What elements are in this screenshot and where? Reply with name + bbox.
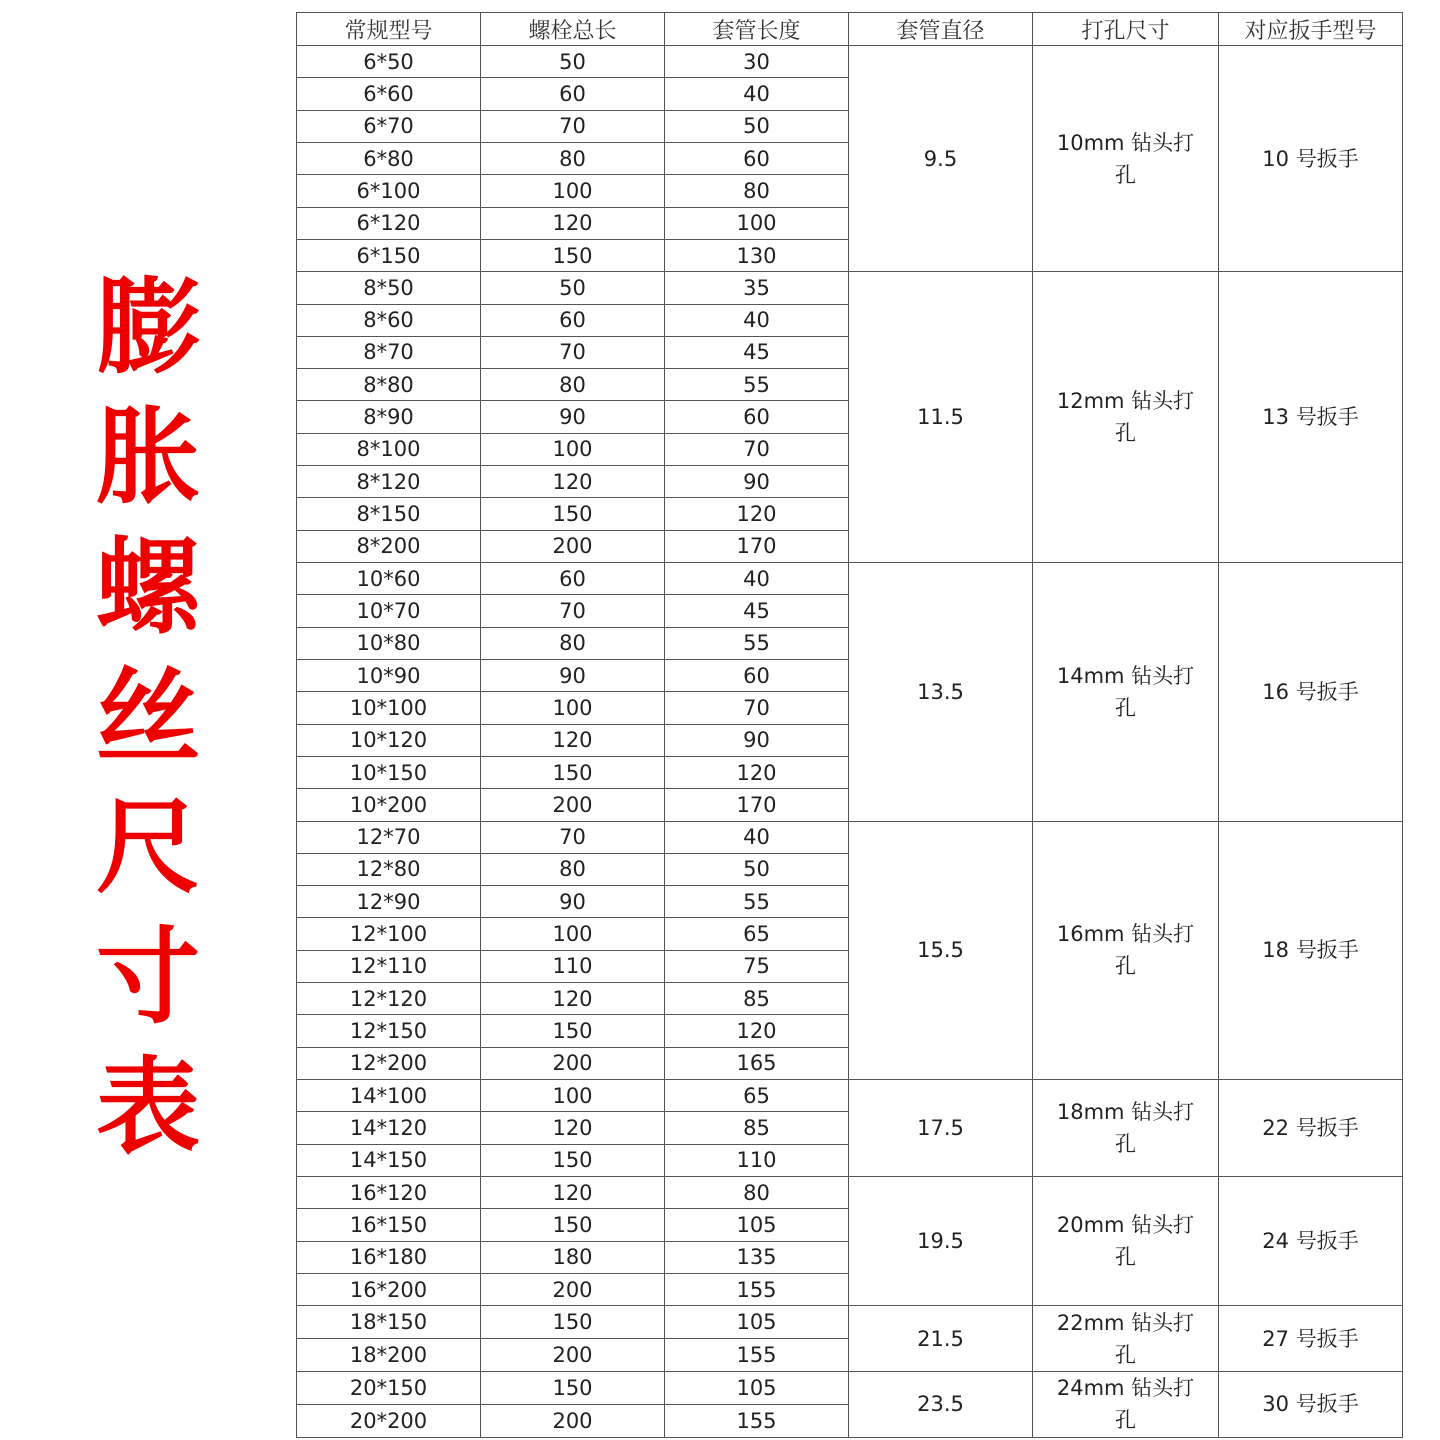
cell-sleeve-length: 40: [665, 563, 849, 595]
cell-sleeve-length: 120: [665, 498, 849, 530]
cell-model: 14*100: [297, 1080, 481, 1112]
cell-bolt-length: 120: [481, 983, 665, 1015]
cell-sleeve-length: 105: [665, 1209, 849, 1241]
cell-sleeve-diameter: 9.5: [849, 46, 1033, 272]
cell-sleeve-length: 60: [665, 659, 849, 691]
cell-bolt-length: 200: [481, 1404, 665, 1437]
cell-bolt-length: 100: [481, 1080, 665, 1112]
cell-model: 6*120: [297, 207, 481, 239]
cell-sleeve-length: 55: [665, 369, 849, 401]
cell-sleeve-length: 120: [665, 1015, 849, 1047]
cell-bolt-length: 80: [481, 369, 665, 401]
cell-wrench: 24 号扳手: [1219, 1176, 1403, 1305]
cell-sleeve-length: 85: [665, 983, 849, 1015]
title-char: 螺: [95, 526, 200, 648]
cell-model: 10*90: [297, 659, 481, 691]
cell-sleeve-length: 45: [665, 595, 849, 627]
table-row: [297, 1371, 1403, 1404]
cell-bolt-length: 150: [481, 1371, 665, 1404]
header-bolt-length: 螺栓总长: [481, 13, 665, 46]
cell-bolt-length: 80: [481, 627, 665, 659]
cell-model: 12*70: [297, 821, 481, 853]
title-char: 表: [95, 1046, 200, 1168]
cell-bolt-length: 90: [481, 401, 665, 433]
table-row: [297, 46, 1403, 78]
cell-sleeve-length: 155: [665, 1404, 849, 1437]
cell-sleeve-length: 120: [665, 756, 849, 788]
cell-model: 10*80: [297, 627, 481, 659]
cell-model: 20*150: [297, 1371, 481, 1404]
cell-model: 8*90: [297, 401, 481, 433]
header-sleeve-diameter: 套管直径: [849, 13, 1033, 46]
cell-bolt-length: 50: [481, 272, 665, 304]
cell-model: 14*150: [297, 1144, 481, 1176]
cell-bolt-length: 90: [481, 659, 665, 691]
cell-bolt-length: 150: [481, 1306, 665, 1339]
cell-sleeve-diameter: 19.5: [849, 1176, 1033, 1305]
cell-model: 8*50: [297, 272, 481, 304]
cell-sleeve-length: 80: [665, 175, 849, 207]
cell-model: 12*120: [297, 983, 481, 1015]
cell-bolt-length: 90: [481, 886, 665, 918]
cell-bolt-length: 70: [481, 336, 665, 368]
cell-model: 6*60: [297, 78, 481, 110]
cell-model: 10*200: [297, 789, 481, 821]
cell-sleeve-length: 55: [665, 627, 849, 659]
cell-sleeve-length: 50: [665, 110, 849, 142]
cell-bolt-length: 180: [481, 1241, 665, 1273]
cell-model: 10*60: [297, 563, 481, 595]
cell-bolt-length: 200: [481, 1339, 665, 1372]
cell-sleeve-length: 50: [665, 853, 849, 885]
cell-sleeve-length: 155: [665, 1273, 849, 1305]
cell-sleeve-length: 40: [665, 821, 849, 853]
cell-hole-size: 20mm 钻头打孔: [1033, 1176, 1219, 1305]
cell-model: 8*70: [297, 336, 481, 368]
cell-bolt-length: 120: [481, 724, 665, 756]
header-hole-size: 打孔尺寸: [1033, 13, 1219, 46]
cell-wrench: 18 号扳手: [1219, 821, 1403, 1080]
table-row: [297, 1080, 1403, 1112]
cell-model: 16*120: [297, 1176, 481, 1208]
cell-sleeve-diameter: 13.5: [849, 563, 1033, 822]
cell-bolt-length: 150: [481, 1144, 665, 1176]
cell-sleeve-length: 170: [665, 789, 849, 821]
cell-model: 6*70: [297, 110, 481, 142]
title-char: 尺: [95, 786, 200, 908]
cell-sleeve-length: 110: [665, 1144, 849, 1176]
page-title: [88, 262, 208, 1172]
cell-model: 14*120: [297, 1112, 481, 1144]
cell-bolt-length: 150: [481, 498, 665, 530]
cell-model: 12*90: [297, 886, 481, 918]
cell-model: 8*150: [297, 498, 481, 530]
cell-bolt-length: 200: [481, 530, 665, 562]
cell-sleeve-length: 165: [665, 1047, 849, 1079]
title-char: 胀: [95, 396, 200, 518]
cell-model: 12*100: [297, 918, 481, 950]
cell-bolt-length: 60: [481, 563, 665, 595]
cell-sleeve-length: 65: [665, 1080, 849, 1112]
header-row: [297, 13, 1403, 46]
cell-model: 18*200: [297, 1339, 481, 1372]
cell-bolt-length: 150: [481, 1015, 665, 1047]
cell-sleeve-length: 35: [665, 272, 849, 304]
cell-sleeve-length: 130: [665, 239, 849, 271]
cell-model: 12*200: [297, 1047, 481, 1079]
cell-sleeve-length: 60: [665, 401, 849, 433]
cell-wrench: 10 号扳手: [1219, 46, 1403, 272]
cell-model: 20*200: [297, 1404, 481, 1437]
cell-bolt-length: 120: [481, 1176, 665, 1208]
cell-sleeve-diameter: 11.5: [849, 272, 1033, 563]
cell-bolt-length: 150: [481, 756, 665, 788]
header-sleeve-length: 套管长度: [665, 13, 849, 46]
cell-sleeve-length: 155: [665, 1339, 849, 1372]
cell-sleeve-diameter: 23.5: [849, 1371, 1033, 1437]
cell-bolt-length: 70: [481, 821, 665, 853]
cell-bolt-length: 70: [481, 110, 665, 142]
title-char: 丝: [95, 656, 200, 778]
cell-sleeve-length: 100: [665, 207, 849, 239]
cell-sleeve-length: 85: [665, 1112, 849, 1144]
cell-bolt-length: 120: [481, 207, 665, 239]
cell-wrench: 16 号扳手: [1219, 563, 1403, 822]
cell-sleeve-length: 55: [665, 886, 849, 918]
cell-sleeve-length: 65: [665, 918, 849, 950]
cell-sleeve-length: 135: [665, 1241, 849, 1273]
table-row: [297, 1176, 1403, 1208]
cell-bolt-length: 60: [481, 78, 665, 110]
cell-model: 12*150: [297, 1015, 481, 1047]
cell-hole-size: 24mm 钻头打孔: [1033, 1371, 1219, 1437]
cell-bolt-length: 70: [481, 595, 665, 627]
cell-hole-size: 12mm 钻头打孔: [1033, 272, 1219, 563]
cell-model: 8*100: [297, 433, 481, 465]
cell-sleeve-diameter: 21.5: [849, 1306, 1033, 1372]
cell-bolt-length: 60: [481, 304, 665, 336]
table-row: [297, 821, 1403, 853]
spec-table: [296, 12, 1403, 1438]
cell-model: 10*70: [297, 595, 481, 627]
cell-bolt-length: 150: [481, 239, 665, 271]
cell-sleeve-length: 90: [665, 466, 849, 498]
cell-wrench: 27 号扳手: [1219, 1306, 1403, 1372]
table-body: [297, 46, 1403, 1438]
cell-sleeve-diameter: 17.5: [849, 1080, 1033, 1177]
cell-bolt-length: 100: [481, 433, 665, 465]
cell-bolt-length: 150: [481, 1209, 665, 1241]
cell-model: 12*110: [297, 950, 481, 982]
cell-bolt-length: 50: [481, 46, 665, 78]
cell-model: 8*120: [297, 466, 481, 498]
cell-model: 12*80: [297, 853, 481, 885]
cell-bolt-length: 200: [481, 1047, 665, 1079]
cell-bolt-length: 110: [481, 950, 665, 982]
cell-bolt-length: 100: [481, 918, 665, 950]
table-row: [297, 563, 1403, 595]
cell-model: 8*200: [297, 530, 481, 562]
cell-sleeve-length: 75: [665, 950, 849, 982]
cell-sleeve-length: 70: [665, 433, 849, 465]
cell-hole-size: 14mm 钻头打孔: [1033, 563, 1219, 822]
header-model: 常规型号: [297, 13, 481, 46]
cell-model: 8*80: [297, 369, 481, 401]
cell-model: 10*100: [297, 692, 481, 724]
cell-sleeve-length: 40: [665, 304, 849, 336]
cell-sleeve-length: 30: [665, 46, 849, 78]
cell-bolt-length: 120: [481, 466, 665, 498]
cell-sleeve-length: 60: [665, 142, 849, 174]
cell-sleeve-length: 105: [665, 1371, 849, 1404]
cell-model: 18*150: [297, 1306, 481, 1339]
cell-sleeve-length: 170: [665, 530, 849, 562]
cell-model: 6*50: [297, 46, 481, 78]
cell-wrench: 13 号扳手: [1219, 272, 1403, 563]
cell-bolt-length: 200: [481, 1273, 665, 1305]
cell-sleeve-diameter: 15.5: [849, 821, 1033, 1080]
cell-bolt-length: 120: [481, 1112, 665, 1144]
header-wrench: 对应扳手型号: [1219, 13, 1403, 46]
cell-hole-size: 10mm 钻头打孔: [1033, 46, 1219, 272]
table-row: [297, 272, 1403, 304]
cell-sleeve-length: 70: [665, 692, 849, 724]
cell-bolt-length: 100: [481, 692, 665, 724]
cell-model: 8*60: [297, 304, 481, 336]
table-row: [297, 1306, 1403, 1339]
cell-model: 6*150: [297, 239, 481, 271]
cell-hole-size: 18mm 钻头打孔: [1033, 1080, 1219, 1177]
cell-wrench: 30 号扳手: [1219, 1371, 1403, 1437]
cell-hole-size: 16mm 钻头打孔: [1033, 821, 1219, 1080]
title-char: 寸: [95, 916, 200, 1038]
cell-model: 16*180: [297, 1241, 481, 1273]
title-char: 膨: [95, 266, 200, 388]
cell-sleeve-length: 90: [665, 724, 849, 756]
cell-model: 16*150: [297, 1209, 481, 1241]
cell-model: 10*120: [297, 724, 481, 756]
cell-sleeve-length: 45: [665, 336, 849, 368]
cell-bolt-length: 100: [481, 175, 665, 207]
cell-sleeve-length: 80: [665, 1176, 849, 1208]
cell-model: 10*150: [297, 756, 481, 788]
cell-sleeve-length: 40: [665, 78, 849, 110]
cell-wrench: 22 号扳手: [1219, 1080, 1403, 1177]
cell-model: 16*200: [297, 1273, 481, 1305]
cell-bolt-length: 80: [481, 142, 665, 174]
cell-hole-size: 22mm 钻头打孔: [1033, 1306, 1219, 1372]
cell-sleeve-length: 105: [665, 1306, 849, 1339]
cell-bolt-length: 200: [481, 789, 665, 821]
cell-bolt-length: 80: [481, 853, 665, 885]
cell-model: 6*100: [297, 175, 481, 207]
cell-model: 6*80: [297, 142, 481, 174]
